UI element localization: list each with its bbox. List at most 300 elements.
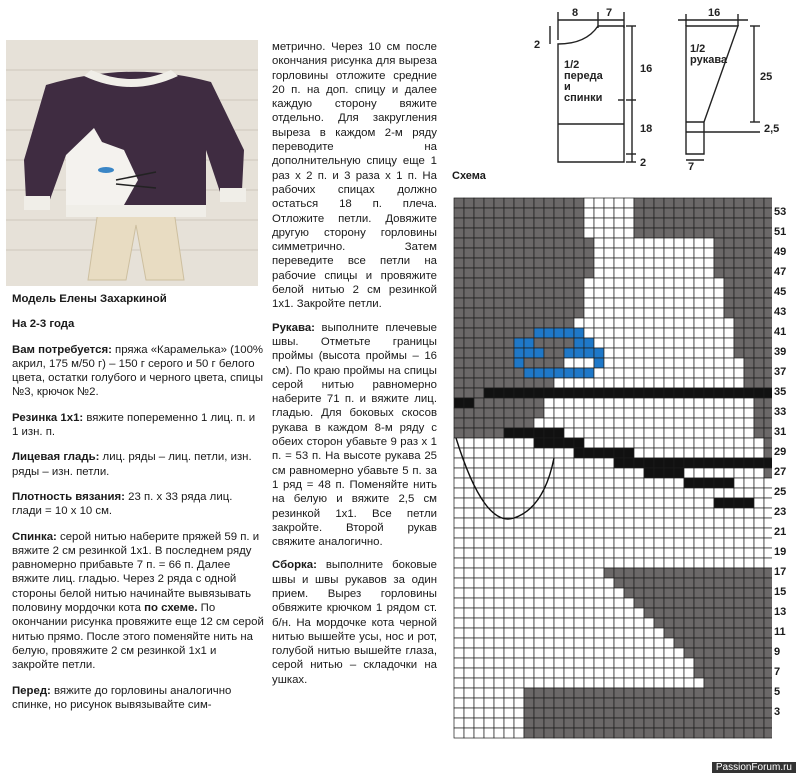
chart-cell <box>734 308 744 318</box>
chart-cell <box>634 318 644 328</box>
chart-cell <box>714 298 724 308</box>
chart-cell <box>524 648 534 658</box>
chart-cell <box>704 238 714 248</box>
chart-cell <box>544 428 554 438</box>
chart-cell <box>574 698 584 708</box>
chart-cell <box>634 328 644 338</box>
chart-cell <box>594 438 604 448</box>
chart-cell <box>744 458 754 468</box>
chart-cell <box>554 588 564 598</box>
chart-cell <box>724 528 734 538</box>
chart-cell <box>634 688 644 698</box>
chart-cell <box>724 358 734 368</box>
chart-cell <box>574 708 584 718</box>
chart-cell <box>634 648 644 658</box>
chart-cell <box>494 568 504 578</box>
chart-cell <box>644 718 654 728</box>
chart-cell <box>564 498 574 508</box>
chart-cell <box>574 538 584 548</box>
chart-cell <box>474 338 484 348</box>
chart-cell <box>594 558 604 568</box>
chart-cell <box>514 358 524 368</box>
chart-cell <box>504 268 514 278</box>
pattern-schematics <box>528 4 800 172</box>
chart-cell <box>544 328 554 338</box>
chart-cell <box>674 218 684 228</box>
chart-cell <box>564 468 574 478</box>
chart-cell <box>604 408 614 418</box>
chart-cell <box>724 518 734 528</box>
chart-cell <box>574 508 584 518</box>
chart-cell <box>664 408 674 418</box>
chart-cell <box>644 638 654 648</box>
chart-cell <box>454 668 464 678</box>
chart-cell <box>544 358 554 368</box>
chart-cell <box>694 438 704 448</box>
chart-cell <box>734 498 744 508</box>
chart-cell <box>554 328 564 338</box>
chart-cell <box>764 498 772 508</box>
chart-cell <box>534 518 544 528</box>
chart-cell <box>524 368 534 378</box>
chart-cell <box>704 278 714 288</box>
chart-cell <box>704 438 714 448</box>
chart-cell <box>484 488 494 498</box>
chart-cell <box>704 408 714 418</box>
chart-cell <box>484 708 494 718</box>
chart-cell <box>584 538 594 548</box>
chart-cell <box>754 278 764 288</box>
chart-cell <box>464 688 474 698</box>
chart-cell <box>544 658 554 668</box>
chart-cell <box>584 558 594 568</box>
chart-cell <box>644 388 654 398</box>
chart-cell <box>674 568 684 578</box>
chart-cell <box>584 688 594 698</box>
chart-cell <box>694 208 704 218</box>
neckline-paragraph: метрично. Через 10 см после окончания рисунка для выреза горловины отложите средние 20 п. на доп. спицу и далее каждую сторону вяжите отдельно. Для закругления выреза в каждом 2-м ряду переводите на дополнительную спицу еще 1 раз х 2 п. и 3 раза х 1 п. На рабочих спицах должно остаться 18 п. плеча. Отложите петли. Довяжите другую сторону горловины симметрично. Затем переведите все петли на рабочие спицы и провяжите белой нитью 2 см резинкой 1х1. Закройте петли. <box>272 41 437 311</box>
chart-cell <box>624 418 634 428</box>
chart-cell <box>624 308 634 318</box>
chart-cell <box>704 458 714 468</box>
chart-cell <box>564 538 574 548</box>
chart-cell <box>724 348 734 358</box>
chart-cell <box>544 198 554 208</box>
chart-cell <box>554 408 564 418</box>
chart-cell <box>654 488 664 498</box>
chart-cell <box>484 728 494 738</box>
chart-cell <box>704 348 714 358</box>
chart-cell <box>694 478 704 488</box>
chart-cell <box>604 438 614 448</box>
chart-cell <box>634 378 644 388</box>
chart-cell <box>514 528 524 538</box>
chart-cell <box>724 488 734 498</box>
chart-cell <box>754 368 764 378</box>
chart-cell <box>504 228 514 238</box>
chart-cell <box>714 728 724 738</box>
chart-cell <box>604 228 614 238</box>
chart-cell <box>534 348 544 358</box>
chart-cell <box>594 668 604 678</box>
chart-cell <box>564 358 574 368</box>
chart-cell <box>524 218 534 228</box>
chart-cell <box>704 268 714 278</box>
chart-cell <box>744 418 754 428</box>
chart-cell <box>454 698 464 708</box>
chart-cell <box>594 608 604 618</box>
chart-cell <box>684 198 694 208</box>
chart-cell <box>654 278 664 288</box>
chart-cell <box>614 648 624 658</box>
chart-cell <box>504 698 514 708</box>
chart-cell <box>564 568 574 578</box>
chart-cell <box>454 478 464 488</box>
chart-row-label: 45 <box>774 286 787 298</box>
chart-cell <box>504 558 514 568</box>
chart-cell <box>634 198 644 208</box>
chart-cell <box>764 448 772 458</box>
chart-cell <box>694 238 704 248</box>
chart-cell <box>614 278 624 288</box>
chart-cell <box>594 338 604 348</box>
chart-cell <box>604 198 614 208</box>
chart-cell <box>614 628 624 638</box>
chart-cell <box>684 218 694 228</box>
chart-cell <box>564 518 574 528</box>
chart-cell <box>454 248 464 258</box>
chart-cell <box>574 448 584 458</box>
chart-cell <box>454 728 464 738</box>
chart-cell <box>684 448 694 458</box>
chart-cell <box>614 698 624 708</box>
chart-cell <box>554 378 564 388</box>
chart-cell <box>514 458 524 468</box>
chart-cell <box>594 348 604 358</box>
chart-cell <box>684 358 694 368</box>
chart-cell <box>464 578 474 588</box>
chart-cell <box>534 428 544 438</box>
chart-cell <box>544 498 554 508</box>
chart-cell <box>494 448 504 458</box>
chart-cell <box>744 278 754 288</box>
chart-cell <box>514 278 524 288</box>
chart-cell <box>474 318 484 328</box>
chart-cell <box>554 318 564 328</box>
chart-cell <box>744 508 754 518</box>
chart-cell <box>654 568 664 578</box>
chart-cell <box>624 538 634 548</box>
chart-cell <box>634 458 644 468</box>
chart-cell <box>674 298 684 308</box>
chart-cell <box>754 578 764 588</box>
chart-cell <box>614 298 624 308</box>
chart-cell <box>454 628 464 638</box>
chart-cell <box>684 538 694 548</box>
chart-cell <box>624 578 634 588</box>
chart-cell <box>764 558 772 568</box>
body-label-l2: переда <box>564 70 603 82</box>
chart-cell <box>734 638 744 648</box>
body-label-l1: 1/2 <box>564 59 580 71</box>
chart-cell <box>684 648 694 658</box>
chart-cell <box>554 388 564 398</box>
chart-cell <box>504 718 514 728</box>
chart-cell <box>474 678 484 688</box>
chart-cell <box>564 198 574 208</box>
chart-cell <box>634 418 644 428</box>
chart-cell <box>584 638 594 648</box>
chart-cell <box>514 208 524 218</box>
chart-row-label: 25 <box>774 486 787 498</box>
chart-cell <box>684 298 694 308</box>
chart-cell <box>754 648 764 658</box>
chart-cell <box>694 258 704 268</box>
chart-cell <box>654 558 664 568</box>
chart-cell <box>524 548 534 558</box>
chart-cell <box>494 358 504 368</box>
chart-cell <box>744 518 754 528</box>
chart-cell <box>684 718 694 728</box>
body-dim-neck: 2 <box>534 39 541 51</box>
chart-cell <box>624 548 634 558</box>
chart-cell <box>764 508 772 518</box>
chart-cell <box>484 648 494 658</box>
chart-cell <box>714 558 724 568</box>
body-schematic <box>550 12 636 162</box>
chart-cell <box>604 388 614 398</box>
chart-cell <box>734 268 744 278</box>
chart-cell <box>674 228 684 238</box>
chart-row-label: 27 <box>774 466 787 478</box>
assembly-text: выполните боковые швы и швы рукавов за один прием. Вырез горловины обвяжите крючком 1 рядом ст. б/н. На мордочке кота черной нитью вышейте усы, нос и рот, голубой нитью вышейте глаза, серой нитью – складочки на ушках. <box>272 559 437 686</box>
chart-cell <box>544 628 554 638</box>
chart-cell <box>724 368 734 378</box>
chart-cell <box>724 588 734 598</box>
chart-cell <box>514 348 524 358</box>
chart-cell <box>744 318 754 328</box>
chart-cell <box>684 288 694 298</box>
chart-cell <box>734 568 744 578</box>
chart-cell <box>744 198 754 208</box>
chart-cell <box>594 258 604 268</box>
chart-cell <box>694 458 704 468</box>
chart-cell <box>724 558 734 568</box>
chart-cell <box>664 698 674 708</box>
chart-cell <box>514 418 524 428</box>
chart-cell <box>624 288 634 298</box>
chart-cell <box>734 408 744 418</box>
chart-cell <box>754 448 764 458</box>
chart-cell <box>764 518 772 528</box>
chart-cell <box>514 648 524 658</box>
chart-cell <box>464 498 474 508</box>
chart-cell <box>574 558 584 568</box>
chart-cell <box>464 208 474 218</box>
chart-cell <box>554 218 564 228</box>
chart-cell <box>534 358 544 368</box>
chart-cell <box>744 588 754 598</box>
chart-cell <box>454 498 464 508</box>
chart-cell <box>584 618 594 628</box>
chart-cell <box>504 528 514 538</box>
chart-cell <box>554 348 564 358</box>
chart-cell <box>634 228 644 238</box>
chart-cell <box>564 228 574 238</box>
chart-cell <box>664 398 674 408</box>
chart-cell <box>754 328 764 338</box>
chart-cell <box>724 598 734 608</box>
chart-cell <box>614 248 624 258</box>
chart-cell <box>614 228 624 238</box>
chart-cell <box>684 248 694 258</box>
chart-cell <box>624 368 634 378</box>
chart-cell <box>674 618 684 628</box>
chart-cell <box>584 608 594 618</box>
chart-cell <box>734 588 744 598</box>
chart-row-label: 41 <box>774 326 787 338</box>
chart-cell <box>504 388 514 398</box>
chart-cell <box>694 528 704 538</box>
chart-cell <box>704 208 714 218</box>
chart-cell <box>644 368 654 378</box>
chart-cell <box>494 378 504 388</box>
chart-cell <box>534 288 544 298</box>
chart-cell <box>734 538 744 548</box>
chart-cell <box>554 718 564 728</box>
chart-cell <box>554 658 564 668</box>
chart-cell <box>574 248 584 258</box>
chart-cell <box>504 258 514 268</box>
chart-cell <box>644 498 654 508</box>
chart-cell <box>504 658 514 668</box>
chart-cell <box>574 658 584 668</box>
chart-cell <box>704 198 714 208</box>
chart-cell <box>744 228 754 238</box>
chart-cell <box>694 548 704 558</box>
chart-cell <box>484 438 494 448</box>
chart-cell <box>754 608 764 618</box>
chart-cell <box>474 688 484 698</box>
chart-cell <box>484 468 494 478</box>
chart-cell <box>544 558 554 568</box>
chart-cell <box>534 578 544 588</box>
chart-cell <box>604 558 614 568</box>
chart-cell <box>584 668 594 678</box>
chart-cell <box>474 718 484 728</box>
chart-cell <box>614 718 624 728</box>
chart-cell <box>614 318 624 328</box>
chart-cell <box>634 428 644 438</box>
chart-cell <box>494 308 504 318</box>
chart-cell <box>544 368 554 378</box>
chart-cell <box>634 568 644 578</box>
chart-cell <box>544 388 554 398</box>
chart-cell <box>464 418 474 428</box>
chart-cell <box>714 718 724 728</box>
chart-cell <box>584 448 594 458</box>
chart-cell <box>614 198 624 208</box>
chart-cell <box>684 438 694 448</box>
chart-cell <box>654 678 664 688</box>
chart-cell <box>514 518 524 528</box>
chart-row-label: 43 <box>774 306 787 318</box>
chart-cell <box>484 208 494 218</box>
chart-cell <box>634 438 644 448</box>
chart-cell <box>604 718 614 728</box>
chart-cell <box>504 238 514 248</box>
chart-cell <box>594 728 604 738</box>
chart-cell <box>594 248 604 258</box>
chart-cell <box>544 578 554 588</box>
chart-cell <box>604 448 614 458</box>
chart-cell <box>494 588 504 598</box>
chart-cell <box>494 438 504 448</box>
chart-cell <box>674 358 684 368</box>
chart-cell <box>714 488 724 498</box>
chart-cell <box>584 288 594 298</box>
chart-cell <box>724 238 734 248</box>
chart-cell <box>674 658 684 668</box>
chart-cell <box>764 598 772 608</box>
chart-cell <box>464 638 474 648</box>
chart-cell <box>684 688 694 698</box>
chart-cell <box>494 728 504 738</box>
chart-cell <box>524 618 534 628</box>
chart-row-label: 11 <box>774 626 786 638</box>
chart-cell <box>734 228 744 238</box>
chart-cell <box>684 378 694 388</box>
chart-cell <box>734 358 744 368</box>
chart-cell <box>544 608 554 618</box>
chart-cell <box>644 288 654 298</box>
chart-cell <box>664 588 674 598</box>
chart-cell <box>514 598 524 608</box>
chart-cell <box>534 558 544 568</box>
chart-cell <box>544 308 554 318</box>
chart-cell <box>764 548 772 558</box>
chart-cell <box>484 348 494 358</box>
chart-cell <box>674 258 684 268</box>
chart-cell <box>594 308 604 318</box>
chart-cell <box>694 398 704 408</box>
chart-cell <box>644 348 654 358</box>
chart-cell <box>454 558 464 568</box>
chart-cell <box>614 578 624 588</box>
chart-cell <box>714 208 724 218</box>
chart-cell <box>714 378 724 388</box>
chart-cell <box>604 478 614 488</box>
chart-cell <box>714 448 724 458</box>
chart-cell <box>574 608 584 618</box>
chart-cell <box>694 708 704 718</box>
chart-cell <box>744 678 754 688</box>
chart-cell <box>494 248 504 258</box>
chart-cell <box>764 378 772 388</box>
chart-cell <box>684 408 694 418</box>
chart-cell <box>604 208 614 218</box>
chart-cell <box>674 678 684 688</box>
chart-cell <box>574 588 584 598</box>
chart-cell <box>524 528 534 538</box>
chart-cell <box>554 648 564 658</box>
left-text-column <box>12 292 264 723</box>
chart-cell <box>484 288 494 298</box>
chart-cell <box>664 378 674 388</box>
chart-cell <box>474 298 484 308</box>
chart-cell <box>674 288 684 298</box>
chart-cell <box>654 308 664 318</box>
